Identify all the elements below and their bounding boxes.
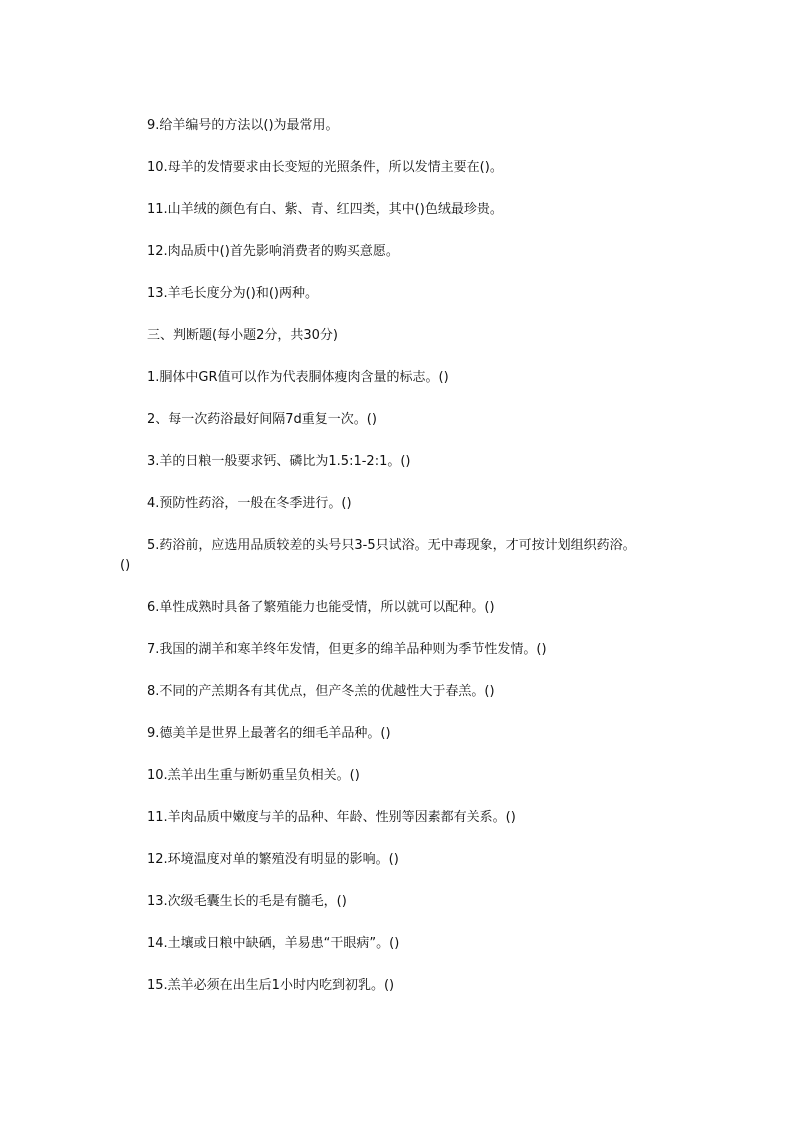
question-fill-12: 12.肉品质中()首先影响消费者的购买意愿。 — [147, 244, 399, 259]
question-tf-5-text: 5.药浴前，应选用品质较差的头号只3-5只试浴。无中毒现象，才可按计划组织药浴。 — [147, 538, 636, 553]
question-list — [0, 116, 794, 1018]
question-tf-6: 6.单性成熟时具备了繁殖能力也能受情，所以就可以配种。() — [147, 600, 495, 615]
question-fill-9: 9.给羊编号的方法以()为最常用。 — [147, 118, 339, 133]
question-tf-8: 8.不同的产羔期各有其优点，但产冬羔的优越性大于春羔。() — [147, 684, 495, 699]
question-tf-2: 2、每一次药浴最好间隔7d重复一次。() — [147, 412, 377, 427]
question-fill-11: 11.山羊绒的颜色有白、紫、青、红四类，其中()色绒最珍贵。 — [147, 202, 503, 217]
question-tf-14: 14.土壤或日粮中缺硒，羊易患“干眼病”。() — [147, 936, 400, 951]
question-tf-1: 1.胴体中GR值可以作为代表胴体瘦肉含量的标志。() — [147, 370, 449, 385]
question-tf-5 — [0, 536, 794, 576]
question-tf-9: 9.德美羊是世界上最著名的细毛羊品种。() — [147, 726, 391, 741]
question-tf-7: 7.我国的湖羊和寒羊终年发情，但更多的绵羊品种则为季节性发情。() — [147, 642, 547, 657]
question-tf-12: 12.环境温度对单的繁殖没有明显的影响。() — [147, 852, 399, 867]
question-tf-15: 15.羔羊必须在出生后1小时内吃到初乳。() — [147, 978, 395, 993]
question-fill-13: 13.羊毛长度分为()和()两种。 — [147, 286, 318, 301]
question-tf-3: 3.羊的日粮一般要求钙、磷比为1.5:1-2:1。() — [147, 454, 411, 469]
question-tf-11: 11.羊肉品质中嫩度与羊的品种、年龄、性别等因素都有关系。() — [147, 810, 516, 825]
question-tf-10: 10.羔羊出生重与断奶重呈负相关。() — [147, 768, 360, 783]
question-tf-13: 13.次级毛囊生长的毛是有髓毛，() — [147, 894, 347, 909]
question-tf-5-blank: () — [120, 558, 131, 573]
section-heading-true-false: 三、判断题(每小题2分，共30分) — [147, 328, 338, 343]
question-fill-10: 10.母羊的发情要求由长变短的光照条件，所以发情主要在()。 — [147, 160, 503, 175]
question-tf-4: 4.预防性药浴，一般在冬季进行。() — [147, 496, 352, 511]
